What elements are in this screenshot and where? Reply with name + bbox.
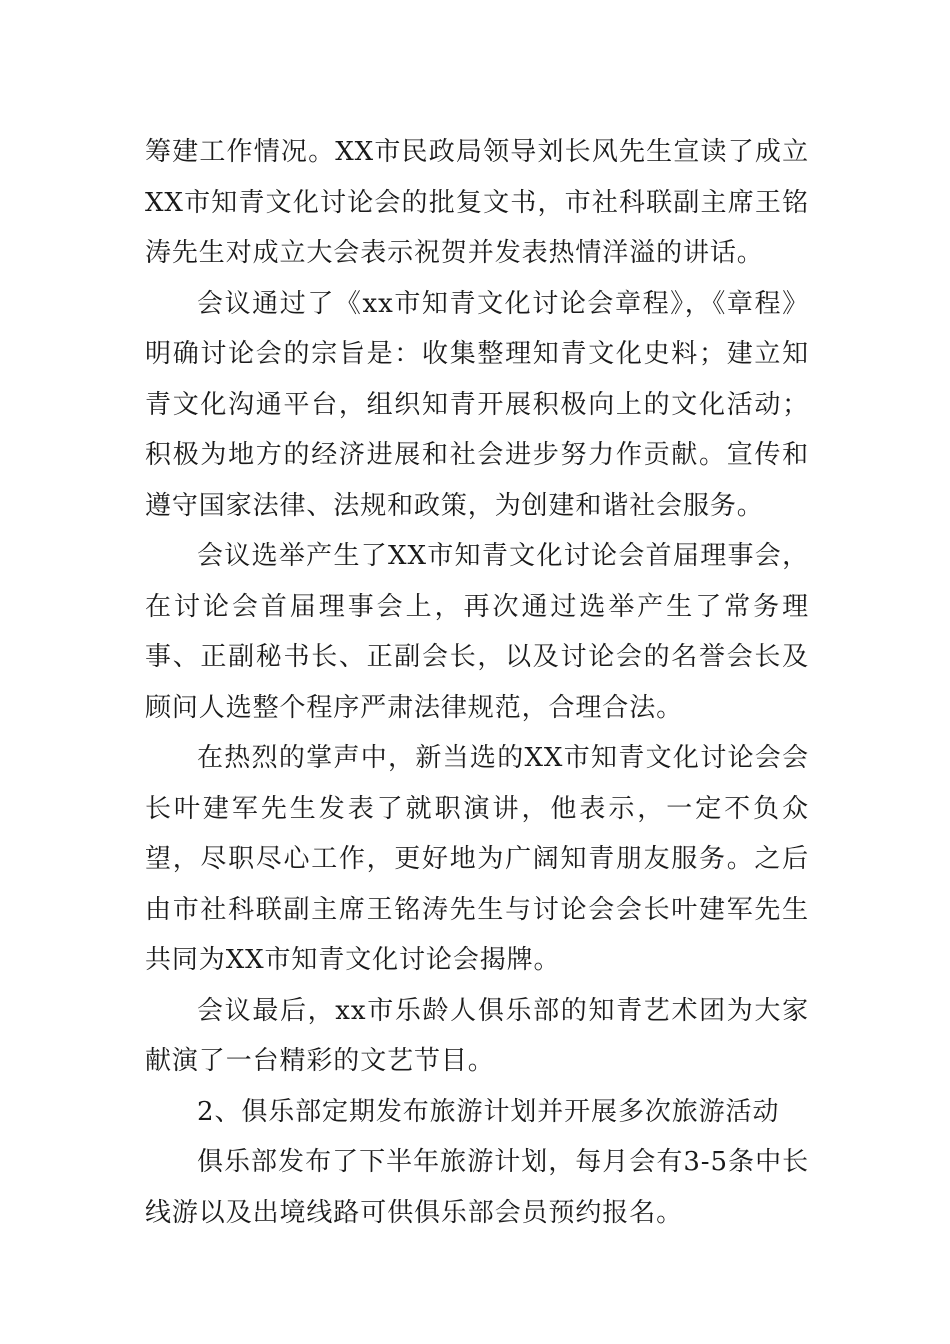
paragraph-1: 筹建工作情况。XX市民政局领导刘长风先生宣读了成立XX市知青文化讨论会的批复文书，市社科联副主席王铭涛先生对成立大会表示祝贺并发表热情洋溢的讲话。 [145, 137, 809, 268]
paragraph-5: 会议最后，xx市乐龄人俱乐部的知青艺术团为大家献演了一台精彩的文艺节目。 [145, 995, 809, 1076]
paragraph-6: 俱乐部发布了下半年旅游计划，每月会有3-5条中长线游以及出境线路可供俱乐部会员预约报名。 [145, 1147, 809, 1228]
section-heading: 2、俱乐部定期发布旅游计划并开展多次旅游活动 [197, 1096, 780, 1127]
document-body [145, 127, 809, 1238]
paragraph-3: 会议选举产生了XX市知青文化讨论会首届理事会，在讨论会首届理事会上，再次通过选举产生了常务理事、正副秘书长、正副会长，以及讨论会的名誉会长及顾问人选整个程序严肃法律规范，合理合法。 [145, 541, 809, 723]
paragraph-2: 会议通过了《xx市知青文化讨论会章程》，《章程》明确讨论会的宗旨是：收集整理知青文化史料；建立知青文化沟通平台，组织知青开展积极向上的文化活动；积极为地方的经济进展和社会进步努力作贡献。宣传和遵守国家法律、法规和政策，为创建和谐社会服务。 [145, 288, 809, 521]
paragraph-4: 在热烈的掌声中，新当选的XX市知青文化讨论会会长叶建军先生发表了就职演讲，他表示，一定不负众望，尽职尽心工作，更好地为广阔知青朋友服务。之后由市社科联副主席王铭涛先生与讨论会会长叶建军先生共同为XX市知青文化讨论会揭牌。 [145, 743, 809, 975]
